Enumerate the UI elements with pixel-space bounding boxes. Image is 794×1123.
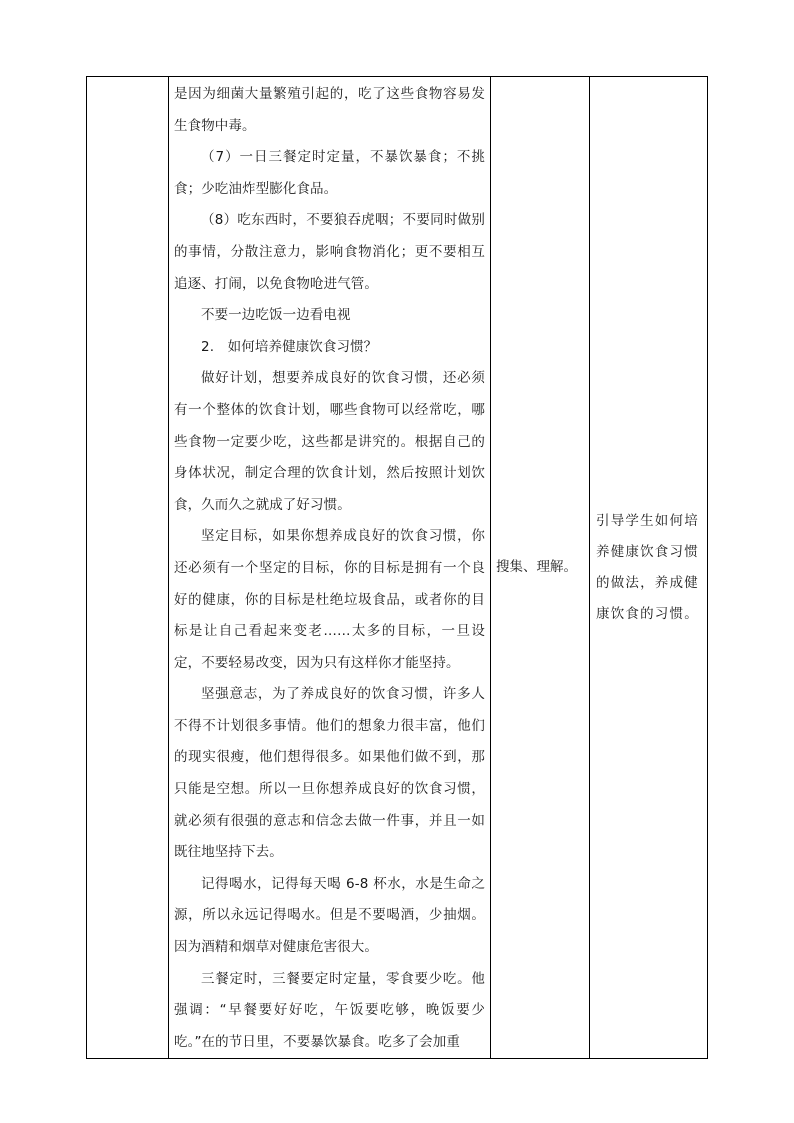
- content-paragraph: （8）吃东西时，不要狼吞虎咽；不要同时做别的事情，分散注意力，影响食物消化；更不要相互追逐、打闹，以免食物呛进气管。: [174, 212, 485, 292]
- content-paragraph: （7）一日三餐定时定量，不暴饮暴食；不挑食；少吃油炸型膨化食品。: [174, 149, 485, 197]
- content-paragraph: 是因为细菌大量繁殖引起的，吃了这些食物容易发生食物中毒。: [174, 86, 485, 134]
- student-activity-text: 搜集、理解。: [496, 559, 577, 576]
- content-paragraph: 做好计划，想要养成良好的饮食习惯，还必须有一个整体的饮食计划，哪些食物可以经常吃，哪些食物一定要少吃，这些都是讲究的。根据自己的身体状况，制定合理的饮食计划，然后按照计划饮食，久而久之就成了好习惯。: [174, 370, 485, 513]
- lesson-plan-table: [86, 76, 708, 1059]
- content-paragraph: 记得喝水，记得每天喝 6-8 杯水，水是生命之源，所以永远记得喝水。但是不要喝酒，少抽烟。因为酒精和烟草对健康危害很大。: [174, 875, 485, 956]
- content-paragraph: 坚强意志，为了养成良好的饮食习惯，许多人不得不计划很多事情。他们的想象力很丰富，他们的现实很瘦，他们想得很多。如果他们做不到，那只能是空想。所以一旦你想养成良好的饮食习惯，就必须有很强的意志和信念去做一件事，并且一如既往地坚持下去。: [174, 686, 485, 861]
- content-paragraph: 三餐定时，三餐要定时定量，零食要少吃。他强调：“早餐要好好吃，午饭要吃够，晚饭要少吃。”在的节日里，不要暴饮暴食。吃多了会加重: [174, 970, 485, 1050]
- content-paragraph: 坚定目标，如果你想养成良好的饮食习惯，你还必须有一个坚定的目标，你的目标是拥有一个良好的健康，你的目标是杜绝垃圾食品，或者你的目标是让自己看起来变老……太多的目标，一旦设定，不要轻易改变，因为只有这样你才能坚持。: [174, 528, 485, 671]
- design-intent-text: 引导学生如何培养健康饮食习惯的做法，养成健康饮食的习惯。: [596, 512, 699, 622]
- stage-cell: [87, 77, 169, 1059]
- design-intent-cell: [590, 77, 708, 1059]
- teaching-content: [169, 77, 490, 1058]
- content-paragraph: 不要一边吃饭一边看电视: [201, 307, 351, 324]
- teaching-content-cell: [169, 77, 491, 1059]
- student-activity-cell: [491, 77, 590, 1059]
- content-paragraph: 2. 如何培养健康饮食习惯？: [201, 338, 378, 355]
- table-row: [87, 77, 708, 1059]
